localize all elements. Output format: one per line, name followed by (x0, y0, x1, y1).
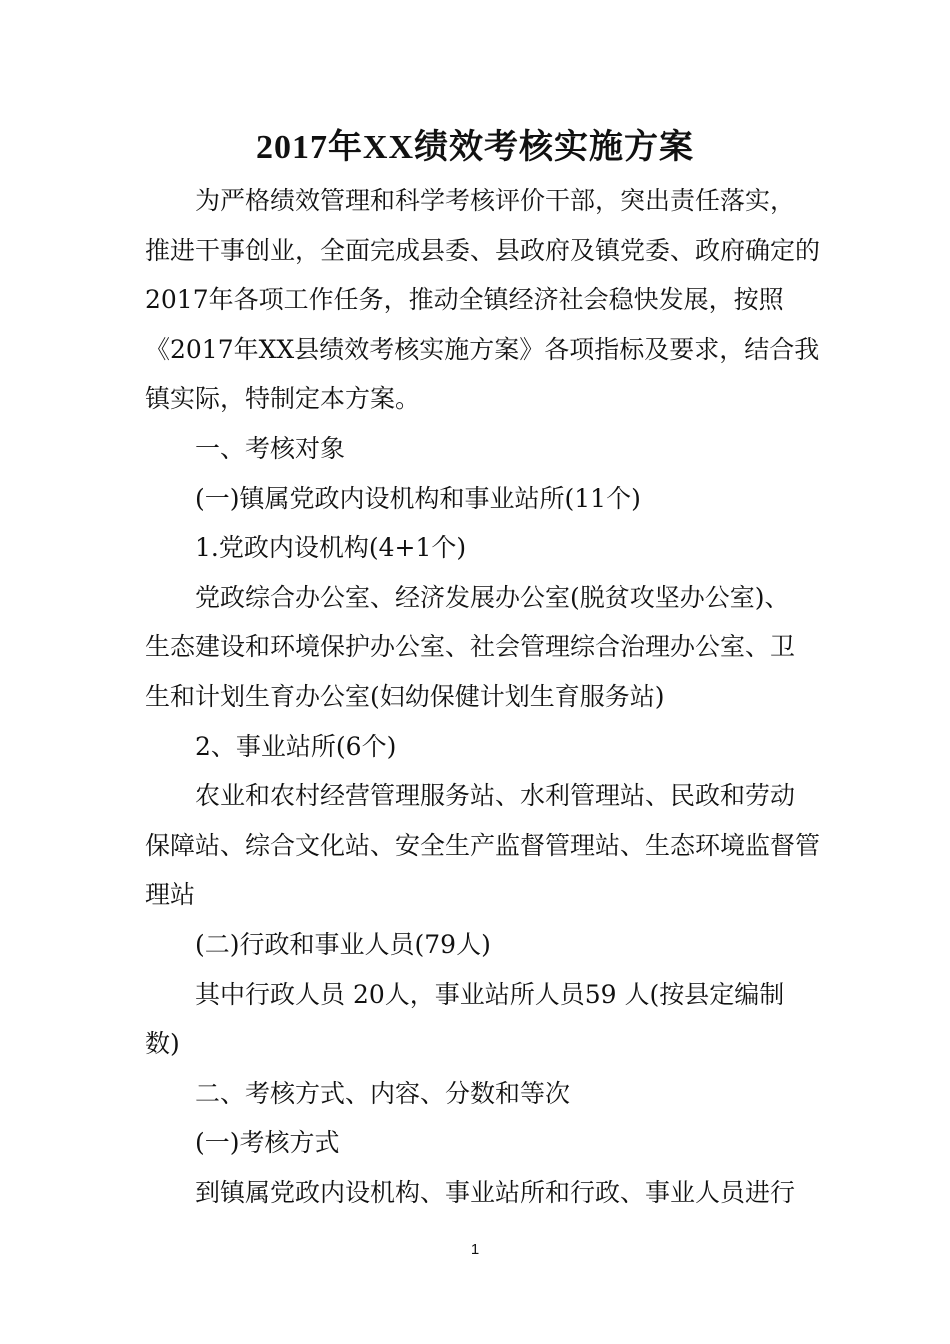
text-line: 为严格绩效管理和科学考核评价干部，突出责任落实， (195, 186, 796, 215)
page-number: 1 (470, 1241, 480, 1258)
item-paragraph (145, 771, 821, 920)
text-line: 理站 (145, 880, 196, 910)
item-heading: 2、事业站所(6个) (195, 731, 397, 761)
subsection-paragraph (145, 970, 810, 1069)
section-heading: 一、考核对象 (195, 433, 346, 463)
text-line: 其中行政人员 20人，事业站所人员59 人(按县定编制 (195, 979, 785, 1009)
text-line: 《2017年XX县绩效考核实施方案》各项指标及要求，结合我 (145, 334, 820, 364)
document-body (145, 176, 821, 1217)
text-line: 生和计划生育办公室(妇幼保健计划生育服务站) (145, 681, 665, 711)
section-heading: 二、考核方式、内容、分数和等次 (195, 1078, 571, 1108)
item-heading: 1.党政内设机构(4+1个) (195, 533, 467, 563)
text-line: 生态建设和环境保护办公室、社会管理综合治理办公室、卫 (145, 632, 796, 662)
text-line: 推进干事创业，全面完成县委、县政府及镇党委、政府确定的 (145, 235, 821, 265)
subsection-heading: (一)镇属党政内设机构和事业站所(11个) (195, 483, 641, 513)
text-line: 2017年各项工作任务，推动全镇经济社会稳快发展，按照 (145, 285, 784, 315)
subsection-heading: (二)行政和事业人员(79人) (195, 929, 491, 959)
item-paragraph (145, 573, 810, 722)
subsection-paragraph: 到镇属党政内设机构、事业站所和行政、事业人员进行 (195, 1177, 796, 1207)
text-line: 党政综合办公室、经济发展办公室(脱贫攻坚办公室)、 (195, 582, 790, 612)
text-line: 农业和农村经营管理服务站、水利管理站、民政和劳动 (195, 781, 796, 811)
text-line: 镇实际，特制定本方案。 (145, 384, 421, 414)
document-title: 2017年XX绩效考核实施方案 (255, 129, 695, 166)
text-line: 数) (145, 1029, 180, 1059)
text-line: 保障站、综合文化站、安全生产监督管理站、生态环境监督管 (145, 830, 821, 860)
intro-paragraph (145, 176, 821, 424)
subsection-heading: (一)考核方式 (195, 1128, 340, 1158)
